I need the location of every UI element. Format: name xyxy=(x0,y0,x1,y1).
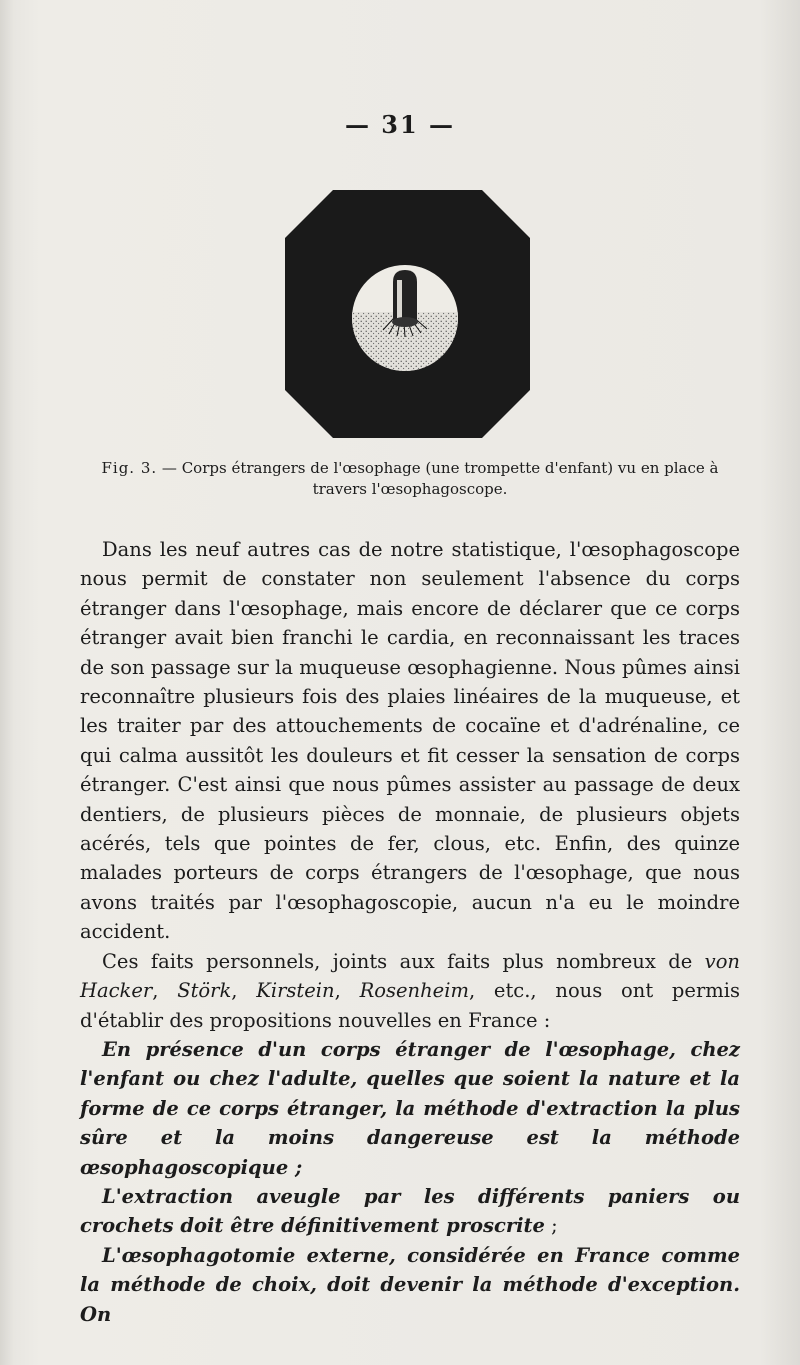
figure-3-illustration xyxy=(285,190,530,438)
proposition-2 xyxy=(80,1182,740,1241)
page-number: — 31 — xyxy=(344,110,456,139)
paragraph-2-end: , etc., nous ont permis d'établir des propositions nouvelles en France : xyxy=(80,979,741,1032)
author-kirstein: Kirstein xyxy=(256,979,335,1003)
body-text xyxy=(80,535,740,1329)
separator: , xyxy=(334,979,360,1003)
proposition-3 xyxy=(80,1241,740,1329)
proposition-1: En présence d'un corps étranger de l'œsophage, chez l'enfant ou chez l'adulte, quelles que soient la nature et la forme de ce corps étranger, la méthode d'extraction la plus sûre et la moins dangereuse est la méthode œsophagoscopique ; xyxy=(80,1037,740,1179)
proposition-3-end: On xyxy=(80,1302,112,1326)
author-stork: Störk xyxy=(177,979,232,1003)
separator: , xyxy=(152,979,178,1003)
paragraph-2 xyxy=(80,947,740,1035)
author-von-hacker: von Hacker xyxy=(80,949,740,1003)
proposition-3-text: L'œsophagotomie externe, considérée en France comme la méthode de choix, doit devenir la méthode d'exception. xyxy=(80,1243,740,1297)
figure-label: Fig. 3. xyxy=(101,459,158,477)
proposition-2-text: L'extraction aveugle par les différents paniers ou crochets doit être définitivement proscrite xyxy=(80,1184,740,1238)
author-rosenheim: Rosenheim xyxy=(359,979,469,1003)
proposition-2-end: ; xyxy=(544,1214,558,1238)
separator: , xyxy=(231,979,257,1003)
paragraph-2-text: Ces faits personnels, joints aux faits plus nombreux de xyxy=(102,949,705,973)
paragraph-1: Dans les neuf autres cas de notre statistique, l'œsophagoscope nous permit de constater non seulement l'absence du corps étranger dans l'œsophage, mais encore de déclarer que ce corps étranger avait bien franchi le cardia, en reconnaissant les traces de son passage sur la muqueuse œsophagienne. Nous pûmes ainsi reconnaître plusieurs fois des plaies linéaires de la muqueuse, et les traiter par des attouchements de cocaïne et d'adrénaline, ce qui calma aussitôt les douleurs et fit cesser la sensation de corps étranger. C'est ainsi que nous pûmes assister au passage de deux dentiers, de plusieurs pièces de monnaie, de plusieurs objets acérés, tels que pointes de fer, clous, etc. Enfin, des quinze malades porteurs de corps étrangers de l'œsophage, que nous avons traités par l'œsophagoscopie, aucun n'a eu le moindre accident. xyxy=(80,538,740,944)
caption-text: — Corps étrangers de l'œsophage (une trompette d'enfant) vu en place à travers l'œsophagoscope. xyxy=(157,459,719,498)
figure-caption xyxy=(100,458,720,500)
